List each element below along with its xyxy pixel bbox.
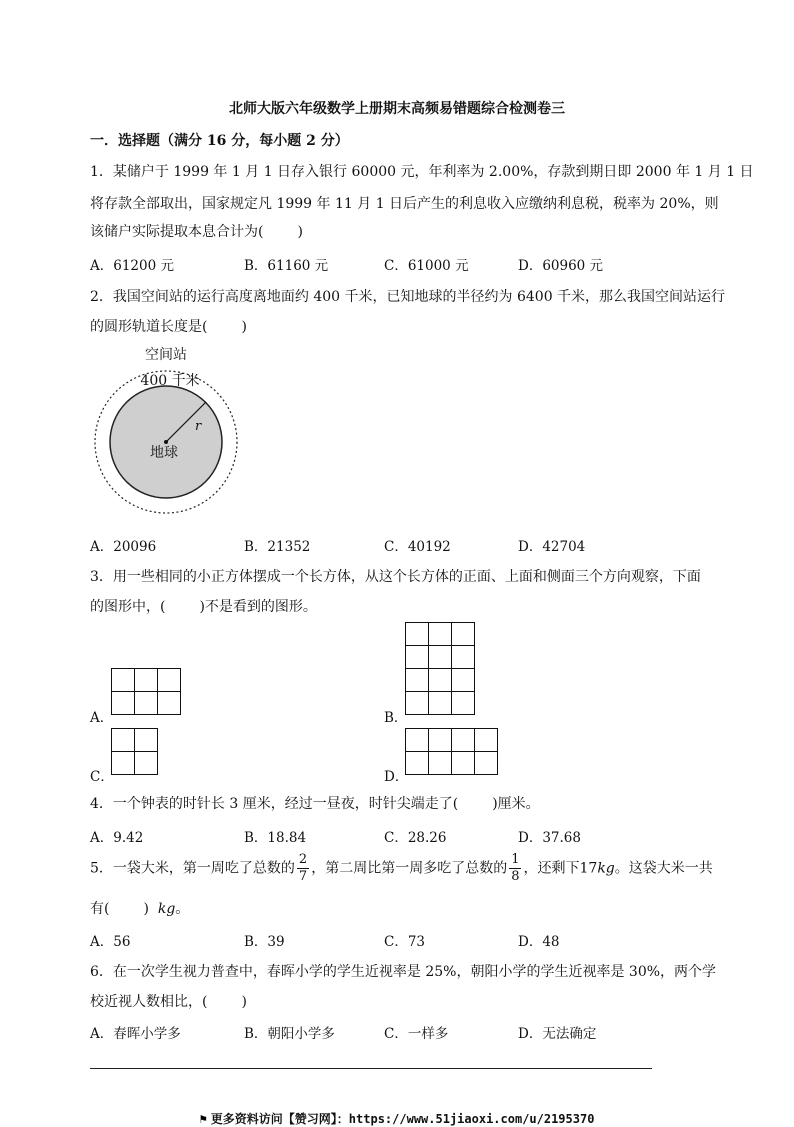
q4-line-1-text: 4．一个钟表的时针长 3 厘米，经过一昼夜，时针尖端走了(	[90, 796, 459, 812]
grid-cell	[452, 623, 475, 646]
q3-line-2	[90, 596, 317, 616]
grid-cell	[112, 692, 135, 715]
q1-line-3-text: 该储户实际提取本息合计为(	[90, 224, 264, 240]
grid-cell	[406, 692, 429, 715]
q4-option-c[interactable]: C．28.26	[384, 830, 447, 846]
q6-line-2	[90, 991, 247, 1011]
q6-line-2-text: 校近视人数相比，(	[90, 994, 208, 1010]
grid-cell	[452, 729, 475, 752]
q5-text-d: 。这袋大米一共	[614, 860, 713, 877]
q3-line-1: 3．用一些相同的小正方体摆成一个长方体，从这个长方体的正面、上面和侧面三个方向观察，下面	[90, 569, 701, 585]
grid-cell	[135, 729, 158, 752]
q3-option-b[interactable]: B．	[384, 710, 408, 726]
q3-option-c[interactable]: C．	[90, 769, 114, 785]
q1-line-1: 1．某储户于 1999 年 1 月 1 日存入银行 60000 元，年利率为 2.00%，存款到期日即 2000 年 1 月 1 日	[90, 164, 754, 180]
fraction-numerator: 2	[298, 852, 308, 867]
q5-unit-2: kg	[157, 901, 176, 917]
q3-grid-b[interactable]	[405, 622, 475, 715]
q5-line-1	[90, 852, 713, 885]
q5-text-b: ，第二周比第一周多吃了总数的	[311, 860, 508, 877]
q5-option-d[interactable]: D．48	[518, 934, 560, 950]
grid-cell	[429, 623, 452, 646]
q5-option-b[interactable]: B．39	[244, 934, 285, 950]
section-heading: 一．选择题（满分 16 分，每小题 2 分）	[90, 133, 349, 149]
q5-line-2	[90, 898, 189, 918]
q2-option-c[interactable]: C．40192	[384, 539, 451, 555]
grid-cell	[406, 646, 429, 669]
grid-cell	[158, 669, 181, 692]
q5-text-e: 有(	[90, 901, 110, 917]
grid-cell	[452, 752, 475, 775]
grid-cell	[112, 729, 135, 752]
footer-divider	[90, 1068, 652, 1069]
q6-line-2-end: )	[241, 994, 247, 1010]
q1-option-c[interactable]: C．61000 元	[384, 258, 469, 274]
page-title: 北师大版六年级数学上册期末高频易错题综合检测卷三	[229, 101, 565, 117]
grid-cell	[452, 669, 475, 692]
q3-option-a[interactable]: A．	[90, 710, 114, 726]
q3-grid-d[interactable]	[405, 728, 498, 775]
q1-line-3-end: )	[297, 224, 303, 240]
q5-text-g: 。	[175, 901, 190, 917]
q3-grid-c[interactable]	[111, 728, 158, 775]
fraction-denominator: 8	[511, 869, 520, 884]
q5-text-c: ，还剩下17	[523, 860, 598, 877]
q4-line-1	[90, 793, 540, 813]
grid-cell	[135, 752, 158, 775]
grid-cell	[158, 692, 181, 715]
q5-text-f: )	[143, 901, 149, 917]
q6-line-1: 6．在一次学生视力普查中，春晖小学的学生近视率是 25%，朝阳小学的学生近视率是 30%，两个学	[90, 964, 717, 980]
q1-line-3	[90, 221, 303, 241]
grid-cell	[475, 729, 498, 752]
grid-cell	[452, 646, 475, 669]
station-label: 空间站	[145, 347, 187, 363]
q1-option-b[interactable]: B．61160 元	[244, 258, 329, 274]
grid-cell	[429, 752, 452, 775]
fraction-two-sevenths	[297, 852, 309, 885]
q5-option-a[interactable]: A．56	[90, 934, 131, 950]
q4-option-d[interactable]: D．37.68	[518, 830, 581, 846]
q2-option-a[interactable]: A．20096	[90, 539, 157, 555]
q2-line-2-text: 的圆形轨道长度是(	[90, 319, 208, 335]
flag-icon: ⚑	[199, 1112, 207, 1126]
q2-option-d[interactable]: D．42704	[518, 539, 586, 555]
grid-cell	[406, 752, 429, 775]
grid-cell	[406, 669, 429, 692]
q2-line-1: 2．我国空间站的运行高度离地面约 400 千米，已知地球的半径约为 6400 千米，那么我国空间站运行	[90, 289, 726, 305]
q5-unit: kg	[597, 860, 615, 877]
earth-label: 地球	[150, 445, 178, 461]
grid-cell	[429, 669, 452, 692]
grid-cell	[112, 752, 135, 775]
grid-cell	[406, 623, 429, 646]
earth-center-dot	[164, 440, 168, 444]
q3-line-2-end: )不是看到的图形。	[199, 599, 317, 615]
q4-option-b[interactable]: B．18.84	[244, 830, 307, 846]
q6-option-b[interactable]: B．朝阳小学多	[244, 1026, 335, 1042]
grid-cell	[429, 692, 452, 715]
q1-option-d[interactable]: D．60960 元	[518, 258, 604, 274]
footer-link[interactable]	[0, 1110, 794, 1127]
fraction-numerator: 1	[511, 852, 520, 867]
grid-cell	[135, 692, 158, 715]
q1-option-a[interactable]: A．61200 元	[90, 258, 174, 274]
height-label: 400 千米	[140, 373, 200, 389]
q5-text-a: 5．一袋大米，第一周吃了总数的	[90, 860, 295, 877]
grid-cell	[112, 669, 135, 692]
orbit-diagram	[88, 340, 248, 520]
grid-cell	[452, 692, 475, 715]
q3-grid-a[interactable]	[111, 668, 181, 715]
q1-line-2: 将存款全部取出，国家规定凡 1999 年 11 月 1 日后产生的利息收入应缴纳利息税，税率为 20%，则	[90, 196, 719, 212]
grid-cell	[406, 729, 429, 752]
q6-option-d[interactable]: D．无法确定	[518, 1026, 597, 1042]
grid-cell	[135, 669, 158, 692]
fraction-one-eighth	[509, 852, 521, 885]
q6-option-c[interactable]: C．一样多	[384, 1026, 449, 1042]
grid-cell	[475, 752, 498, 775]
grid-cell	[429, 729, 452, 752]
q5-option-c[interactable]: C．73	[384, 934, 426, 950]
footer-text: 更多资料访问【赞习网】：https://www.51jiaoxi.com/u/2195370	[210, 1112, 595, 1126]
q3-line-2-text: 的图形中，(	[90, 599, 166, 615]
radius-label: r	[195, 419, 202, 434]
q6-option-a[interactable]: A．春晖小学多	[90, 1026, 181, 1042]
q4-option-a[interactable]: A．9.42	[90, 830, 144, 846]
q4-line-1-end: )厘米。	[492, 796, 540, 812]
q2-line-2-end: )	[241, 319, 247, 335]
q2-option-b[interactable]: B．21352	[244, 539, 311, 555]
fraction-denominator: 7	[298, 869, 308, 884]
q2-line-2	[90, 316, 247, 336]
q3-option-d[interactable]: D．	[384, 769, 409, 785]
grid-cell	[429, 646, 452, 669]
